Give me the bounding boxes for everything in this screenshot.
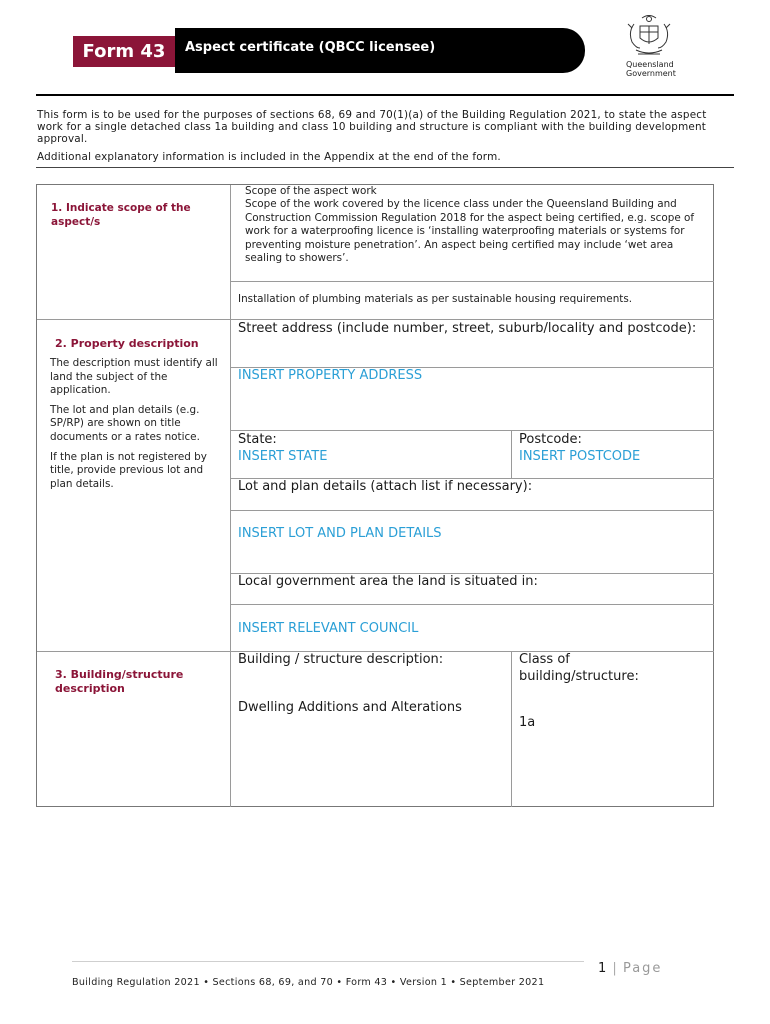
certificate-table [36,184,714,807]
scope-description [245,185,705,265]
postcode-cell [519,431,709,465]
column-divider [230,185,231,807]
local-government-label: Local government area the land is situated in: [238,574,538,589]
state-field[interactable]: INSERT STATE [238,449,328,464]
scope-explanation: Scope of the work covered by the licence class under the Queensland Building and Construction Commission Regulation 2018 for the aspect being certified, e.g. scope of work for a waterproofing licence is ‘installing waterproofing materials or systems for preventing moisture penetration’. An aspect being certified may include ‘wet area sealing to showers’. [245,198,695,265]
building-description-label: Building / structure description: [238,652,444,667]
building-class-field[interactable]: 1a [519,715,536,730]
page-number-value: 1 [598,961,608,976]
section2-notes [50,357,222,491]
section2-note-3: If the plan is not registered by title, provide previous lot and plan details. [50,450,207,490]
intro-paragraph-2: Additional explanatory information is included in the Appendix at the end of the form. [37,151,501,163]
building-description-field[interactable]: Dwelling Additions and Alterations [238,700,462,715]
lot-plan-field[interactable]: INSERT LOT AND PLAN DETAILS [238,526,442,541]
page-separator: | [612,961,618,976]
street-address-field[interactable]: INSERT PROPERTY ADDRESS [238,368,423,383]
postcode-field[interactable]: INSERT POSTCODE [519,449,641,464]
local-government-field[interactable]: INSERT RELEVANT COUNCIL [238,621,419,636]
state-postcode-divider [511,430,512,478]
section2-note-1: The description must identify all land the subject of the application. [50,357,218,397]
state-cell [238,431,498,465]
footer-rule [72,961,584,962]
scope-heading: Scope of the aspect work [245,185,377,197]
section1-title: 1. Indicate scope of the aspect/s [51,202,191,228]
intro-paragraph-1: This form is to be used for the purposes of sections 68, 69 and 70(1)(a) of the Building Regulation 2021, to state the aspect work for a single detached class 1a building and class 10 building and structure is compliant with the building development approval. [37,109,707,145]
coat-of-arms-icon [624,14,674,58]
page-number [598,961,662,976]
form-number-badge [73,36,175,67]
section2-note-2: The lot and plan details (e.g. SP/RP) are shown on title documents or a rates notice. [50,403,200,443]
scope-divider [230,281,714,282]
lga-label-bottom [230,604,714,605]
logo-line-2: Government [626,69,676,78]
scope-value[interactable]: Installation of plumbing materials as per sustainable housing requirements. [238,293,633,305]
logo-line-1: Queensland [626,60,674,69]
state-label: State: [238,432,277,447]
intro-rule [36,167,734,168]
section3-divider [511,651,512,807]
footer-text: Building Regulation 2021 • Sections 68, 69, and 70 • Form 43 • Version 1 • September 2021 [72,977,545,988]
form-number: Form 43 [82,41,166,62]
lot-label-bottom [230,510,714,511]
section3-title: 3. Building/structure description [55,668,184,695]
lot-plan-label: Lot and plan details (attach list if necessary): [238,479,533,494]
street-address-label: Street address (include number, street, suburb/locality and postcode): [238,321,697,336]
intro-text [37,109,727,163]
postcode-label: Postcode: [519,432,582,447]
section2-title: 2. Property description [55,337,199,350]
form-title: Aspect certificate (QBCC licensee) [185,40,436,55]
header-rule [36,94,734,96]
queensland-government-logo [622,14,678,80]
building-class-label: Class of building/structure: [519,652,639,684]
form-title-bar [175,28,585,73]
page-word: Page [622,961,663,976]
